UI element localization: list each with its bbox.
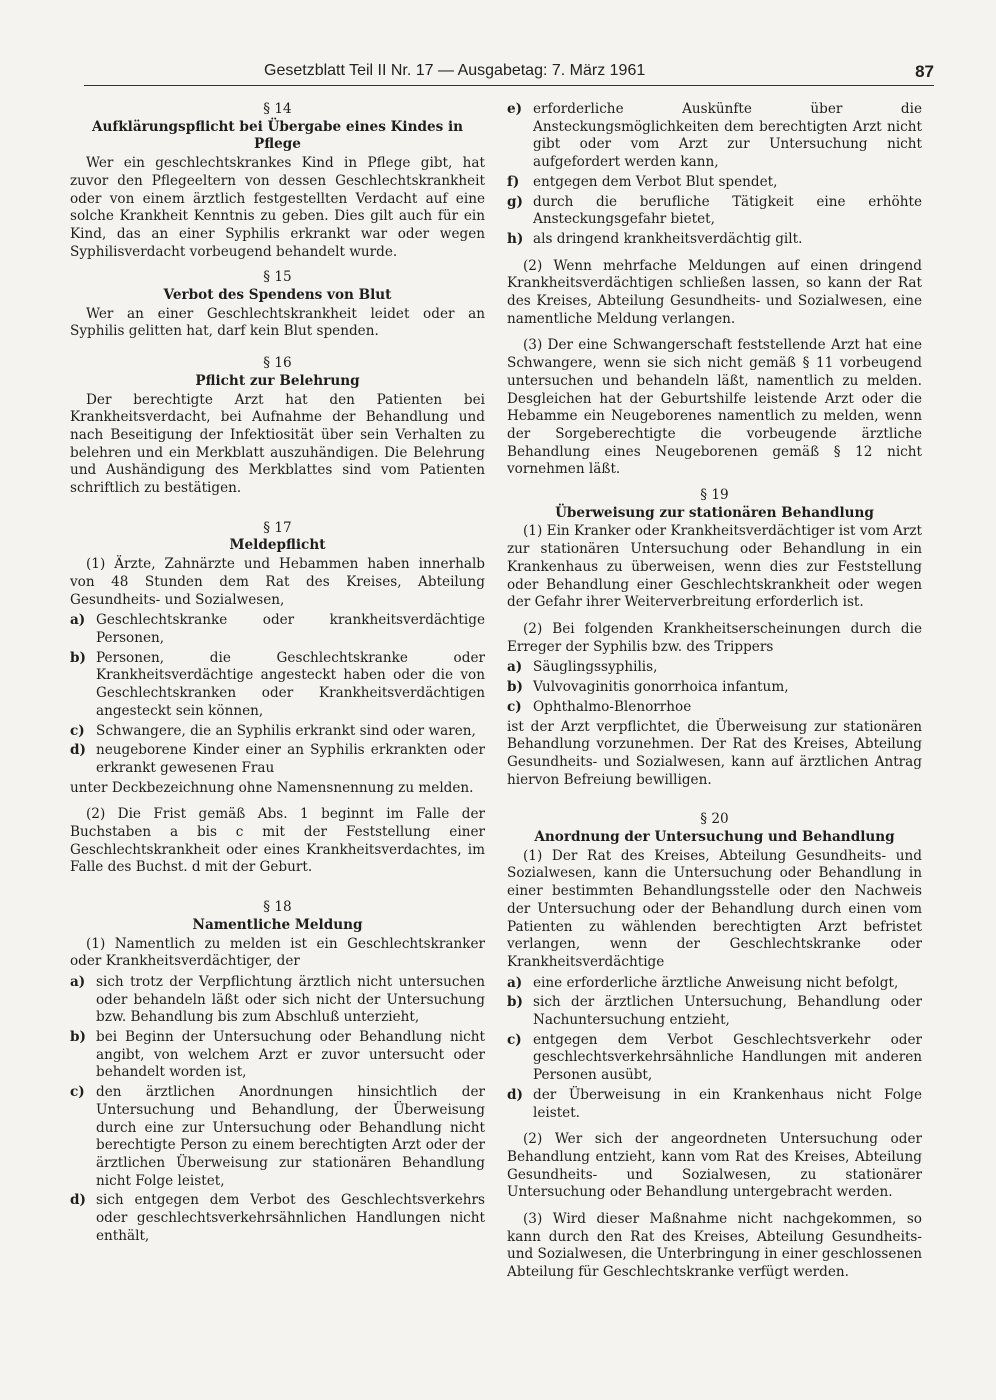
paragraph: (2) Wer sich der angeordneten Untersuchung oder Behandlung entzieht, kann vom Rat des Kreises, Abteilung Gesundheits- und Sozialwesen, zu stationärer Untersuchung oder Behandlung untergebracht werden.: [507, 1131, 922, 1201]
section-17: [70, 520, 485, 877]
list-item-text: sich entgegen dem Verbot des Geschlechtsverkehrs oder geschlechtsverkehrsähnlichen Handlungen nicht enthält,: [96, 1192, 485, 1244]
list-item: [507, 1032, 922, 1085]
paragraph: Der berechtigte Arzt hat den Patienten bei Krankheitsverdacht, bei Aufnahme der Behandlung und nach Beseitigung der Infektiosität über sein Verhalten zu belehren und ein Merkblatt auszuhändigen. Die Belehrung und Aushändigung des Merkblattes sind vom Patienten schriftlich zu bestätigen.: [70, 391, 485, 497]
section-14: [70, 101, 485, 261]
enumeration-list: [70, 612, 485, 777]
enumeration-list: [507, 101, 922, 249]
paragraph: (3) Wird dieser Maßnahme nicht nachgekommen, so kann durch den Rat des Kreises, Abteilung Gesundheits- und Sozialwesen, die Unterbringung in einer geschlossenen Abteilung für Geschlechtskranke verfügt werden.: [507, 1211, 922, 1281]
list-item-label: b): [507, 994, 523, 1011]
list-item-text: Schwangere, die an Syphilis erkrankt sind oder waren,: [96, 722, 476, 739]
list-item-label: c): [70, 722, 85, 739]
list-item-text: entgegen dem Verbot Geschlechtsverkehr oder geschlechtsverkehrsähnliche Handlungen mit anderen Personen ausübt,: [533, 1031, 922, 1084]
list-item-text: bei Beginn der Untersuchung oder Behandlung nicht angibt, von welchem Arzt er zuvor untersucht oder behandelt worden ist,: [96, 1029, 485, 1081]
header-title: Gesetzblatt Teil II Nr. 17 — Ausgabetag: 7. März 1961: [264, 62, 646, 79]
paragraph: (3) Der eine Schwangerschaft feststellende Arzt hat eine Schwangere, wenn sie sich nicht gemäß § 11 vorbeugend untersuchen und behandeln läßt, namentlich zu melden. Desgleichen hat der Geburtshilfe leistende Arzt oder die Hebamme ein Neugeborenes namentlich zu melden, wenn der Sorgeberechtigte die vorbeugende ärztliche Behandlung eines Neugeborenen gemäß § 12 nicht vornehmen läßt.: [507, 337, 922, 478]
list-item: [70, 1192, 485, 1245]
enumeration-list: [507, 659, 922, 716]
right-column: [507, 101, 922, 1282]
enumeration-list: [70, 974, 485, 1246]
list-item-label: a): [507, 974, 523, 991]
section-number: § 16: [263, 355, 292, 372]
list-item: [507, 101, 922, 172]
section-title: Überweisung zur stationären Behandlung: [555, 504, 874, 521]
paragraph: Wer an einer Geschlechtskrankheit leidet oder an Syphilis gelitten hat, darf kein Blut spenden.: [70, 305, 485, 340]
section-18-continued: [507, 101, 922, 479]
list-item-label: h): [507, 230, 524, 247]
paragraph: (1) Ärzte, Zahnärzte und Hebammen haben innerhalb von 48 Stunden dem Rat des Kreises, Abteilung Gesundheits- und Sozialwesen,: [70, 556, 485, 608]
list-item: [70, 723, 485, 741]
list-item: [507, 659, 922, 677]
list-item-label: f): [507, 173, 520, 190]
list-item-label: g): [507, 193, 523, 210]
list-item-label: a): [70, 973, 86, 990]
list-item-text: der Überweisung in ein Krankenhaus nicht Folge leistet.: [533, 1086, 922, 1121]
list-item-text: Vulvovaginitis gonorrhoica infantum,: [533, 679, 789, 696]
section-number: § 15: [263, 269, 292, 286]
list-item-text: Säuglingssyphilis,: [533, 659, 658, 676]
section-title: Anordnung der Untersuchung und Behandlung: [534, 829, 895, 846]
list-item-label: d): [507, 1086, 523, 1103]
list-item-label: d): [70, 742, 86, 759]
list-item: [507, 174, 922, 192]
list-item: [70, 974, 485, 1027]
paragraph: (2) Die Frist gemäß Abs. 1 beginnt im Falle der Buchstaben a bis c mit der Feststellung einer Geschlechtskrankheit oder eines Krankheitsverdachtes, im Falle des Buchst. d mit der Geburt.: [70, 806, 485, 876]
list-item-label: a): [507, 659, 523, 676]
list-item-label: b): [507, 679, 523, 696]
list-item-text: eine erforderliche ärztliche Anweisung nicht befolgt,: [533, 974, 899, 991]
list-item: [507, 679, 922, 697]
list-item-text: durch die berufliche Tätigkeit eine erhöhte Ansteckungsgefahr bietet,: [533, 193, 922, 228]
section-15: [70, 269, 485, 341]
section-number: § 18: [263, 899, 292, 916]
list-item: [70, 1029, 485, 1082]
paragraph: (2) Wenn mehrfache Meldungen auf einen dringend Krankheitsverdächtigen schließen lassen, so kann der Rat des Kreises, Abteilung Gesundheits- und Sozialwesen, eine namentliche Meldung verlangen.: [507, 257, 922, 327]
list-item-label: e): [507, 101, 523, 117]
list-item-label: d): [70, 1192, 86, 1209]
list-item: [507, 975, 922, 993]
list-item-label: b): [70, 649, 86, 666]
list-item-text: erforderliche Auskünfte über die Ansteckungsmöglichkeiten dem berechtigten Arzt nicht gibt oder vom Arzt zur Untersuchung nicht aufgefordert werden kann,: [533, 101, 922, 171]
paragraph: Wer ein geschlechtskrankes Kind in Pflege gibt, hat zuvor den Pflegeeltern von dessen Geschlechtskrankheit oder von einem ärztlich festgestellten Verdacht auf eine solche Krankheit Kenntnis zu geben. Dies gilt auch für ein Kind, das an einer Syphilis erkrankt war oder wegen Syphilisverdacht vorbeugend behandelt wurde.: [70, 155, 485, 260]
section-title: Pflicht zur Belehrung: [195, 372, 360, 389]
section-number: § 14: [263, 101, 292, 117]
section-19: [507, 487, 922, 789]
section-number: § 17: [263, 519, 292, 536]
section-title: Meldepflicht: [229, 537, 326, 554]
list-item-text: als dringend krankheitsverdächtig gilt.: [533, 230, 803, 247]
list-item: [507, 231, 922, 249]
left-column: [70, 101, 485, 1247]
list-item: [507, 994, 922, 1029]
list-item-label: c): [70, 1084, 85, 1101]
list-item-label: c): [507, 1031, 522, 1048]
section-title: Verbot des Spendens von Blut: [163, 287, 392, 304]
page-number: 87: [915, 62, 934, 81]
list-item: [70, 612, 485, 647]
list-item-text: sich der ärztlichen Untersuchung, Behandlung oder Nachuntersuchung entzieht,: [533, 994, 922, 1029]
list-item-label: b): [70, 1029, 86, 1046]
list-item-text: den ärztlichen Anordnungen hinsichtlich der Untersuchung und Behandlung, der Überweisung durch eine zur Untersuchung oder Behandlung nicht berechtigte Person zu einem berechtigten Arzt oder der ärztlichen Überweisung zur stationären Behandlung nicht Folge leistet,: [96, 1084, 485, 1189]
list-item-text: entgegen dem Verbot Blut spendet,: [533, 173, 778, 190]
list-item: [507, 1087, 922, 1122]
list-item-label: c): [507, 698, 522, 715]
paragraph: (1) Der Rat des Kreises, Abteilung Gesundheits- und Sozialwesen, kann die Untersuchung oder Behandlung in einer bestimmten Behandlungsstelle oder den Nachweis der Untersuchung oder der Behandlung durch einen vom Patienten zu wählenden berechtigten Arzt befristet verlangen, wenn der Geschlechtskranke oder Krankheitsverdächtige: [507, 847, 922, 970]
section-number: § 20: [700, 811, 729, 828]
paragraph: (1) Namentlich zu melden ist ein Geschlechtskranker oder Krankheitsverdächtiger, der: [70, 935, 485, 970]
page-header: [84, 61, 934, 86]
list-item-text: Geschlechtskranke oder krankheitsverdächtige Personen,: [96, 612, 485, 646]
paragraph: unter Deckbezeichnung ohne Namensnennung zu melden.: [70, 779, 474, 796]
section-title: Aufklärungspflicht bei Übergabe eines Kindes in Pflege: [91, 118, 464, 153]
list-item-text: neugeborene Kinder einer an Syphilis erkrankten oder erkrankt gewesenen Frau: [96, 742, 485, 776]
section-16: [70, 355, 485, 498]
paragraph: ist der Arzt verpflichtet, die Überweisung zur stationären Behandlung vorzunehmen. Der Rat des Kreises, Abteilung Gesundheits- und Sozialwesen, kann auf ärztlichen Antrag hiervon Befreiung bewilligen.: [507, 718, 922, 788]
paragraph: (2) Bei folgenden Krankheitserscheinungen durch die Erreger der Syphilis bzw. des Trippers: [507, 620, 922, 655]
list-item: [70, 742, 485, 777]
list-item: [507, 699, 922, 717]
list-item: [70, 1084, 485, 1190]
list-item-text: Personen, die Geschlechtskranke oder Krankheitsverdächtige angesteckt haben oder die von Geschlechtskranken oder Krankheitsverdächtigen angesteckt sein können,: [96, 649, 485, 719]
list-item-text: sich trotz der Verpflichtung ärztlich nicht untersuchen oder behandeln läßt oder sich nicht der Untersuchung bzw. Behandlung bis zum Abschluß unterzieht,: [96, 973, 485, 1026]
section-20: [507, 811, 922, 1282]
enumeration-list: [507, 975, 922, 1123]
list-item-text: Ophthalmo-Blenorrhoe: [533, 698, 692, 715]
paragraph: (1) Ein Kranker oder Krankheitsverdächtiger ist vom Arzt zur stationären Untersuchung oder Behandlung in ein Krankenhaus zu überweisen, wenn dies zur Feststellung oder Behandlung einer Geschlechtskrankheit oder wegen der Gefahr ihrer Weiterverbreitung erforderlich ist.: [507, 523, 922, 611]
section-title: Namentliche Meldung: [192, 916, 363, 933]
section-18: [70, 899, 485, 1245]
list-item: [70, 650, 485, 721]
list-item-label: a): [70, 612, 86, 629]
list-item: [507, 194, 922, 229]
section-number: § 19: [700, 487, 729, 504]
